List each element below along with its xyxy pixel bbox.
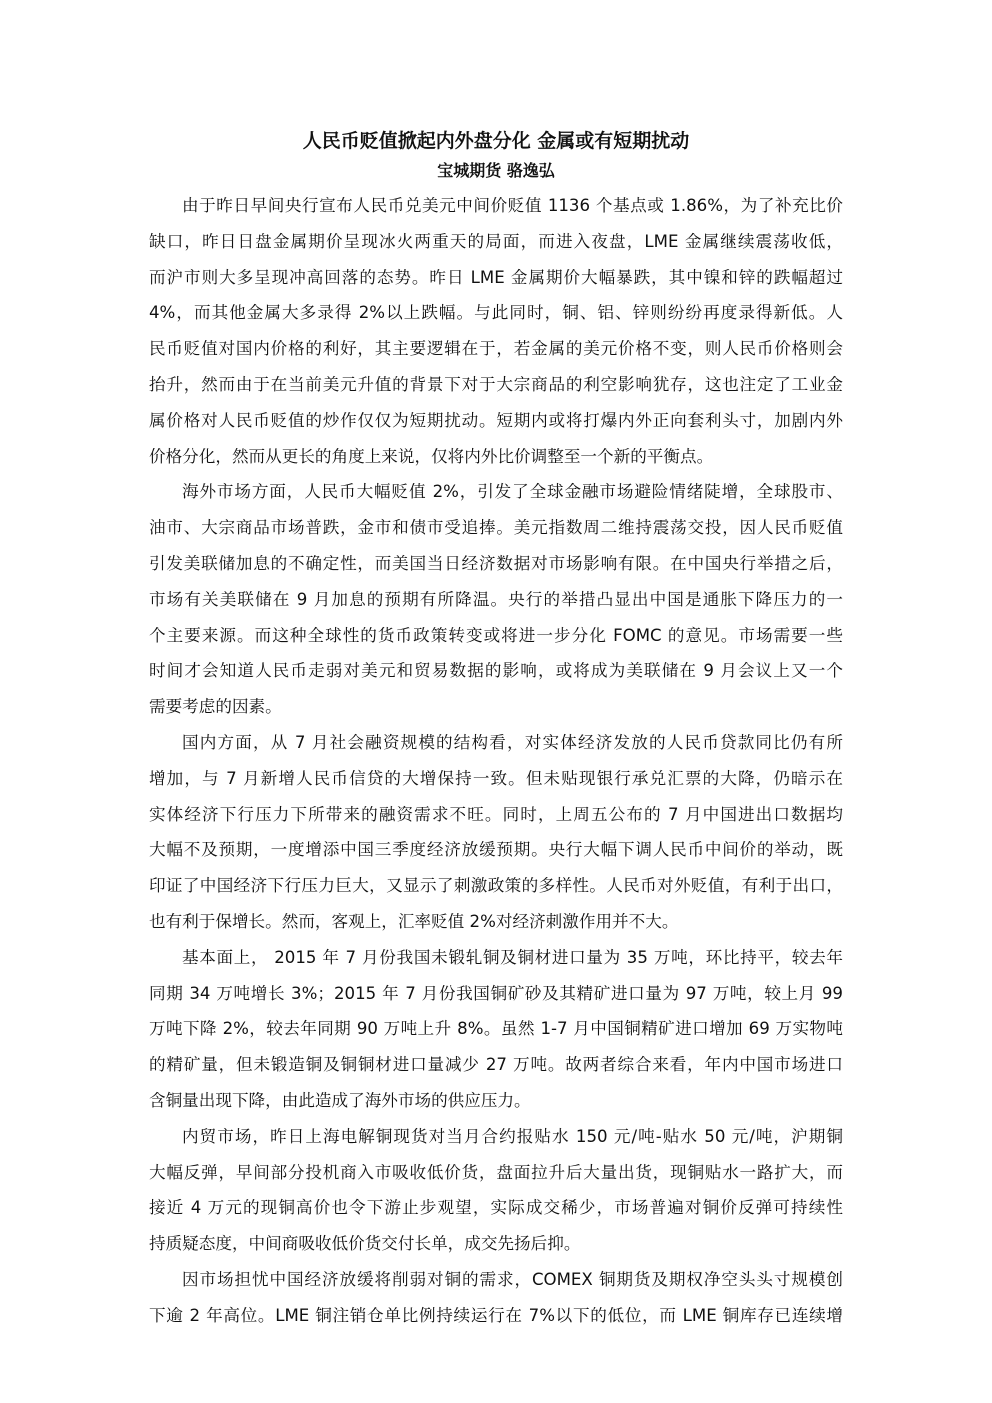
- paragraph-line: 4%，而其他金属大多录得 2%以上跌幅。与此同时，铜、铝、锌则纷纷再度录得新低。人: [149, 303, 843, 323]
- paragraph: [149, 940, 843, 1119]
- paragraph-line: 引发美联储加息的不确定性，而美国当日经济数据对市场影响有限。在中国央行举措之后，: [149, 553, 843, 573]
- paragraph-line: 的精矿量，但未锻造铜及铜铜材进口量减少 27 万吨。故两者综合来看，年内中国市场进口: [149, 1055, 843, 1075]
- paragraph-line: 接近 4 万元的现铜高价也令下游止步观望，实际成交稀少，市场普遍对铜价反弹可持续性: [149, 1198, 843, 1218]
- paragraph-line: 大幅反弹，早间部分投机商入市吸收低价货，盘面拉升后大量出货，现铜贴水一路扩大，而: [149, 1162, 843, 1182]
- paragraph-line: 持质疑态度，中间商吸收低价货交付长单，成交先扬后抑。: [149, 1234, 581, 1254]
- paragraph-line: 因市场担忧中国经济放缓将削弱对铜的需求，COMEX 铜期货及期权净空头头寸规模创: [182, 1269, 843, 1289]
- paragraph-line: 由于昨日早间央行宣布人民币兑美元中间价贬值 1136 个基点或 1.86%，为了补充比价: [182, 196, 843, 215]
- paragraph-line: 基本面上， 2015 年 7 月份我国未锻轧铜及铜材进口量为 35 万吨，环比持平，较去年: [182, 947, 843, 967]
- paragraph-line: 增加，与 7 月新增人民币信贷的大增保持一致。但未贴现银行承兑汇票的大降，仍暗示在: [149, 768, 843, 788]
- paragraph-line: 油市、大宗商品市场普跌，金市和债市受追捧。美元指数周二维持震荡交投，因人民币贬值: [149, 518, 843, 538]
- paragraph-line: 实体经济下行压力下所带来的融资需求不旺。同时，上周五公布的 7 月中国进出口数据均: [149, 804, 843, 824]
- paragraph-line: 抬升，然而由于在当前美元升值的背景下对于大宗商品的利空影响犹存，这也注定了工业金: [149, 374, 843, 394]
- paragraph: [149, 1262, 843, 1334]
- paragraph-line: 民币贬值对国内价格的利好，其主要逻辑在于，若金属的美元价格不变，则人民币价格则会: [149, 339, 843, 359]
- document-page: [149, 126, 843, 1334]
- paragraph: [149, 1119, 843, 1262]
- document-title: 人民币贬值掀起内外盘分化 金属或有短期扰动: [302, 130, 690, 152]
- paragraph-line: 而沪市则大多呈现冲高回落的态势。昨日 LME 金属期价大幅暴跌，其中镍和锌的跌幅超过: [149, 267, 843, 287]
- paragraph-line: 缺口，昨日日盘金属期价呈现冰火两重天的局面，而进入夜盘，LME 金属继续震荡收低，: [149, 231, 843, 251]
- paragraph-line: 国内方面，从 7 月社会融资规模的结构看，对实体经济发放的人民币贷款同比仍有所: [182, 732, 843, 752]
- paragraph-line: 价格分化，然而从更长的角度上来说，仅将内外比价调整至一个新的平衡点。: [149, 446, 714, 466]
- document-author: 宝城期货 骆逸弘: [437, 161, 555, 180]
- paragraph: [149, 474, 843, 725]
- paragraph-line: 内贸市场，昨日上海电解铜现货对当月合约报贴水 150 元/吨-贴水 50 元/吨，沪期铜: [182, 1126, 843, 1146]
- paragraph-line: 时间才会知道人民币走弱对美元和贸易数据的影响，或将成为美联储在 9 月会议上又一个: [149, 661, 843, 681]
- paragraph-line: 个主要来源。而这种全球性的货币政策转变或将进一步分化 FOMC 的意见。市场需要一些: [149, 625, 843, 645]
- paragraph-line: 印证了中国经济下行压力巨大，又显示了刺激政策的多样性。人民币对外贬值，有利于出口，: [149, 876, 843, 896]
- paragraph-line: 大幅不及预期，一度增添中国三季度经济放缓预期。央行大幅下调人民币中间价的举动，既: [149, 840, 843, 860]
- document-body: [149, 188, 843, 1334]
- paragraph-line: 海外市场方面，人民币大幅贬值 2%，引发了全球金融市场避险情绪陡增，全球股市、: [182, 482, 843, 502]
- paragraph-line: 同期 34 万吨增长 3%；2015 年 7 月份我国铜矿砂及其精矿进口量为 97 万吨，较上月 99: [149, 983, 843, 1003]
- paragraph-line: 含铜量出现下降，由此造成了海外市场的供应压力。: [149, 1090, 531, 1110]
- paragraph-line: 属价格对人民币贬值的炒作仅仅为短期扰动。短期内或将打爆内外正向套利头寸，加剧内外: [149, 410, 843, 430]
- paragraph-line: 下逾 2 年高位。LME 铜注销仓单比例持续运行在 7%以下的低位，而 LME 铜库存已连续增: [149, 1305, 843, 1325]
- paragraph-line: 万吨下降 2%，较去年同期 90 万吨上升 8%。虽然 1-7 月中国铜精矿进口增加 69 万实物吨: [149, 1019, 843, 1039]
- paragraph-line: 市场有关美联储在 9 月加息的预期有所降温。央行的举措凸显出中国是通胀下降压力的一: [149, 589, 843, 609]
- paragraph-line: 需要考虑的因素。: [149, 697, 282, 717]
- paragraph: [149, 725, 843, 940]
- paragraph-line: 也有利于保增长。然而，客观上，汇率贬值 2%对经济刺激作用并不大。: [149, 911, 679, 931]
- paragraph: [149, 188, 843, 474]
